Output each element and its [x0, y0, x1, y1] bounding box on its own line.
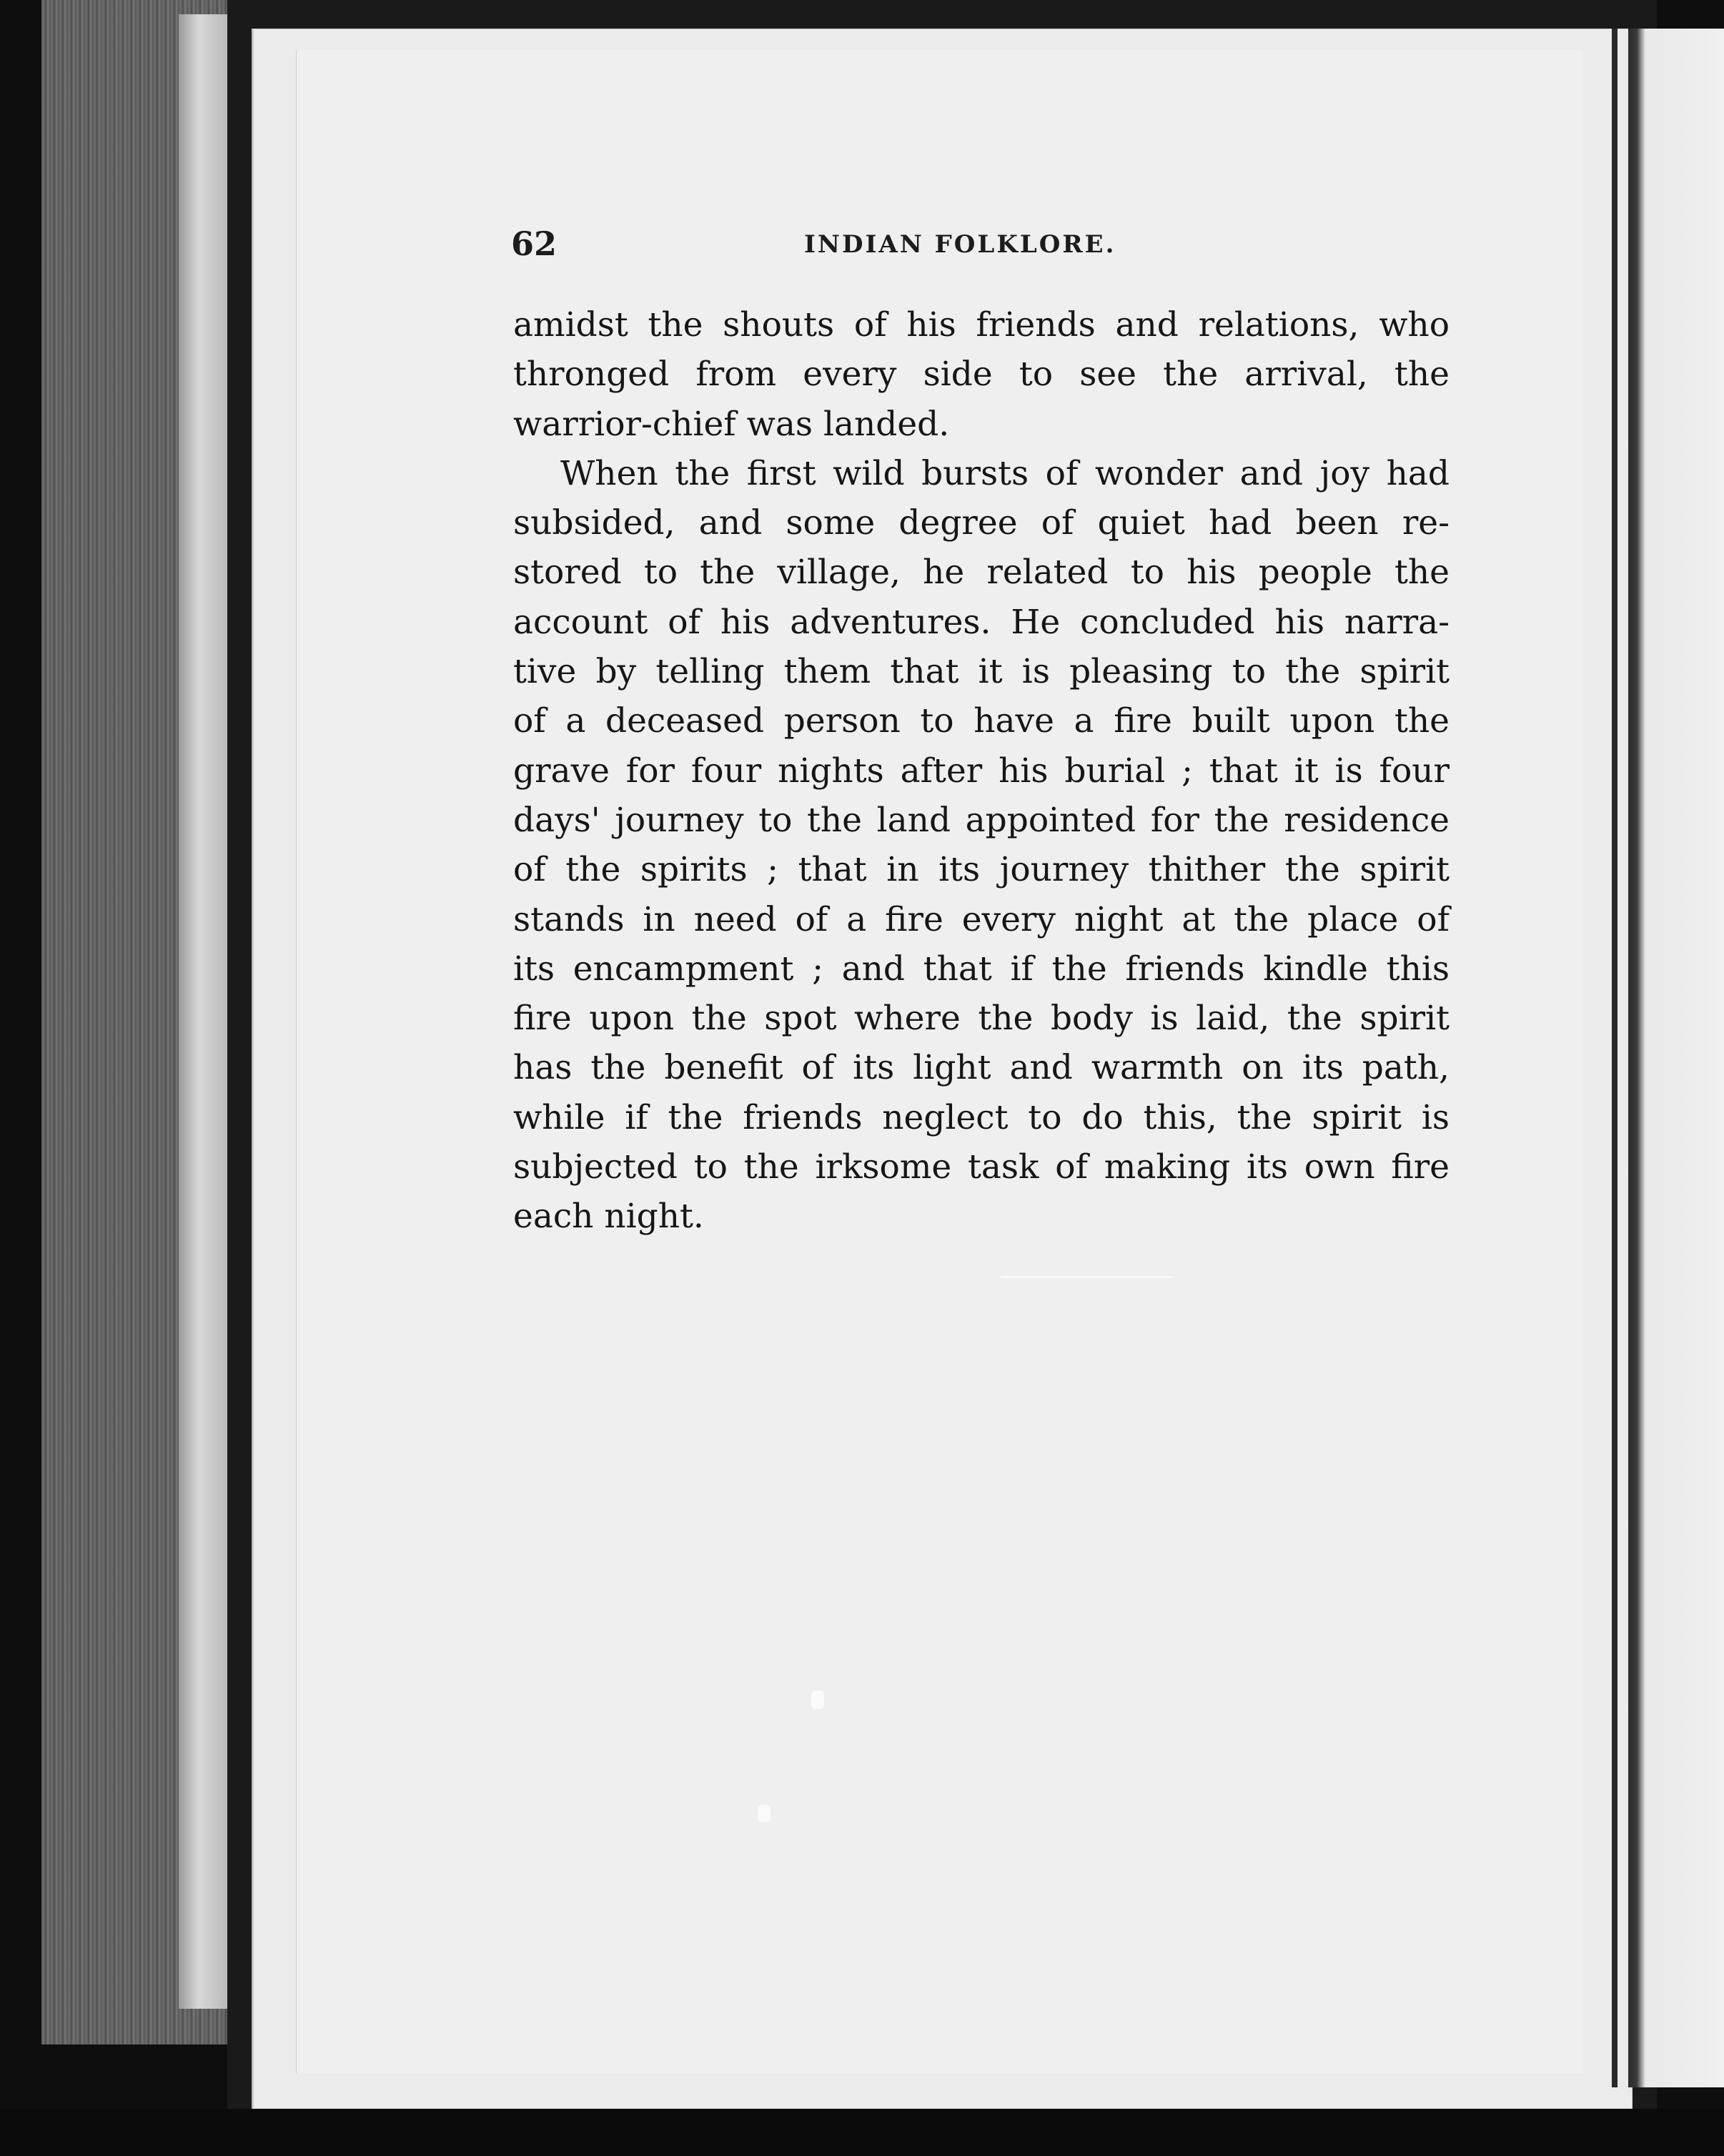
- text-line: tive by telling them that it is pleasing to the spirit: [513, 652, 1450, 692]
- text-line: When the first wild bursts of wonder and joy had: [560, 453, 1450, 493]
- text-line: of the spirits ; that in its journey thither the spirit: [513, 850, 1450, 890]
- dust-speck: [758, 1805, 771, 1822]
- dust-speck: [811, 1691, 824, 1709]
- text-line: of a deceased person to have a fire built upon the: [513, 701, 1450, 741]
- text-line: fire upon the spot where the body is laid, the spirit: [513, 999, 1450, 1039]
- scan-bottom-border: [0, 2109, 1724, 2156]
- text-line: warrior-chief was landed.: [513, 404, 950, 444]
- text-line: stored to the village, he related to his people the: [513, 553, 1450, 593]
- text-line: while if the friends neglect to do this, the spirit is: [513, 1097, 1450, 1137]
- text-line: days' journey to the land appointed for the residence: [513, 800, 1450, 840]
- facing-page-edge: [1628, 29, 1724, 2087]
- text-line: subsided, and some degree of quiet had been re-: [513, 503, 1450, 543]
- gutter-shadow: [1612, 29, 1618, 2087]
- text-line: thronged from every side to see the arrival, the: [513, 355, 1450, 395]
- scratch-mark: [1001, 1276, 1172, 1278]
- running-title: INDIAN FOLKLORE.: [804, 230, 1116, 259]
- running-head: [511, 224, 1512, 267]
- text-line: account of his adventures. He concluded his narra-: [513, 602, 1450, 642]
- text-line: has the benefit of its light and warmth on its path,: [513, 1048, 1450, 1088]
- text-line: each night.: [513, 1197, 704, 1237]
- text-line: its encampment ; and that if the friends kindle this: [513, 949, 1450, 989]
- text-line: stands in need of a fire every night at the place of: [513, 899, 1450, 939]
- text-line: subjected to the irksome task of making its own fire: [513, 1147, 1450, 1187]
- text-line: grave for four nights after his burial ; that it is four: [513, 751, 1450, 791]
- body-text: [513, 300, 1450, 1242]
- text-line: amidst the shouts of his friends and relations, who: [513, 305, 1450, 345]
- page-edge-highlight: [179, 14, 229, 2009]
- page-number: 62: [511, 224, 558, 263]
